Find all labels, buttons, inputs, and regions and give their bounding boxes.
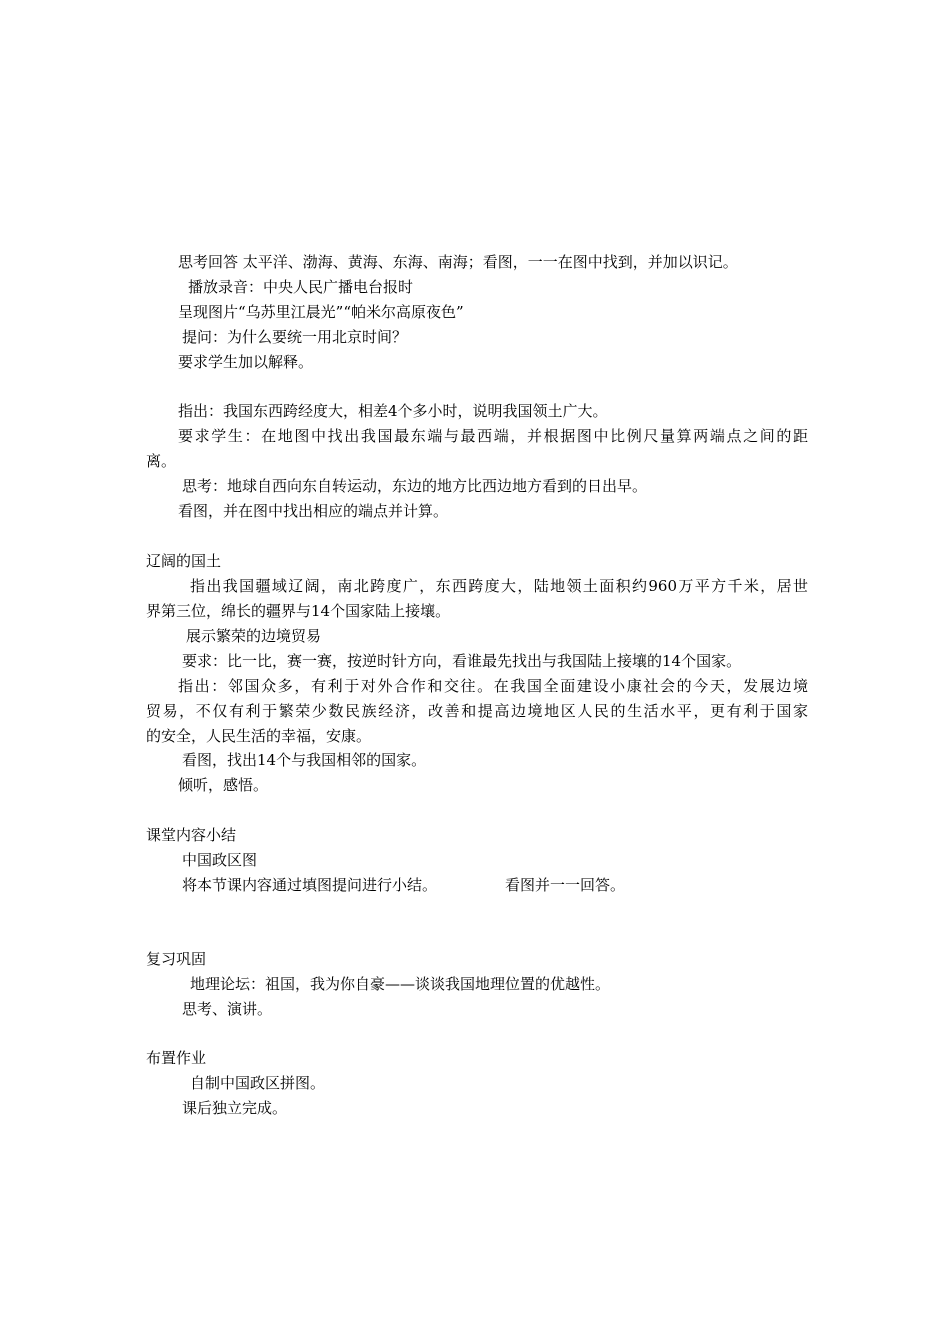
text-line: 指出：我国东西跨经度大，相差4个多小时，说明我国领土广大。 xyxy=(178,402,608,420)
section-heading: 课堂内容小结 xyxy=(146,826,237,844)
text-line: 要求学生加以解释。 xyxy=(178,353,314,371)
section-heading: 复习巩固 xyxy=(146,950,207,968)
text-line: 界第三位，绵长的疆界与14个国家陆上接壤。 xyxy=(146,602,451,620)
text-line: 要求：比一比，赛一赛，按逆时针方向，看谁最先找出与我国陆上接壤的14个国家。 xyxy=(182,652,742,670)
text-line: 中国政区图 xyxy=(182,851,258,869)
text-line: 贸易，不仅有利于繁荣少数民族经济，改善和提高边境地区人民的生活水平，更有利于国家 xyxy=(146,702,808,720)
text-line: 播放录音：中央人民广播电台报时 xyxy=(188,278,414,296)
text-line: 看图，并在图中找出相应的端点并计算。 xyxy=(178,502,449,520)
text-line: 离。 xyxy=(146,452,177,470)
text-line: 要求学生：在地图中找出我国最东端与最西端，并根据图中比例尺量算两端点之间的距 xyxy=(178,427,808,445)
section-heading: 布置作业 xyxy=(146,1049,207,1067)
text-line: 思考：地球自西向东自转运动，东边的地方比西边地方看到的日出早。 xyxy=(182,477,648,495)
text-line: 课后独立完成。 xyxy=(182,1099,288,1117)
text-line: 将本节课内容通过填图提问进行小结。 xyxy=(182,876,438,894)
text-line: 提问：为什么要统一用北京时间？ xyxy=(182,328,408,346)
text-line: 展示繁荣的边境贸易 xyxy=(186,627,322,645)
text-line: 地理论坛：祖国，我为你自豪——谈谈我国地理位置的优越性。 xyxy=(190,975,611,993)
text-line: 看图并一一回答。 xyxy=(505,876,626,894)
section-heading: 辽阔的国土 xyxy=(146,552,222,570)
text-line: 思考回答 太平洋、渤海、黄海、东海、南海；看图，一一在图中找到，并加以识记。 xyxy=(178,253,738,271)
text-line: 的安全，人民生活的幸福，安康。 xyxy=(146,727,372,745)
text-line: 自制中国政区拼图。 xyxy=(190,1074,326,1092)
text-line: 指出我国疆域辽阔，南北跨度广，东西跨度大，陆地领土面积约960万平方千米，居世 xyxy=(190,577,808,595)
text-line: 思考、演讲。 xyxy=(182,1000,273,1018)
text-line: 指出：邻国众多，有利于对外合作和交往。在我国全面建设小康社会的今天，发展边境 xyxy=(178,677,808,695)
text-line: 呈现图片“乌苏里江晨光”“帕米尔高原夜色” xyxy=(178,303,464,321)
text-line: 倾听，感悟。 xyxy=(178,776,269,794)
text-line: 看图，找出14个与我国相邻的国家。 xyxy=(182,751,427,769)
